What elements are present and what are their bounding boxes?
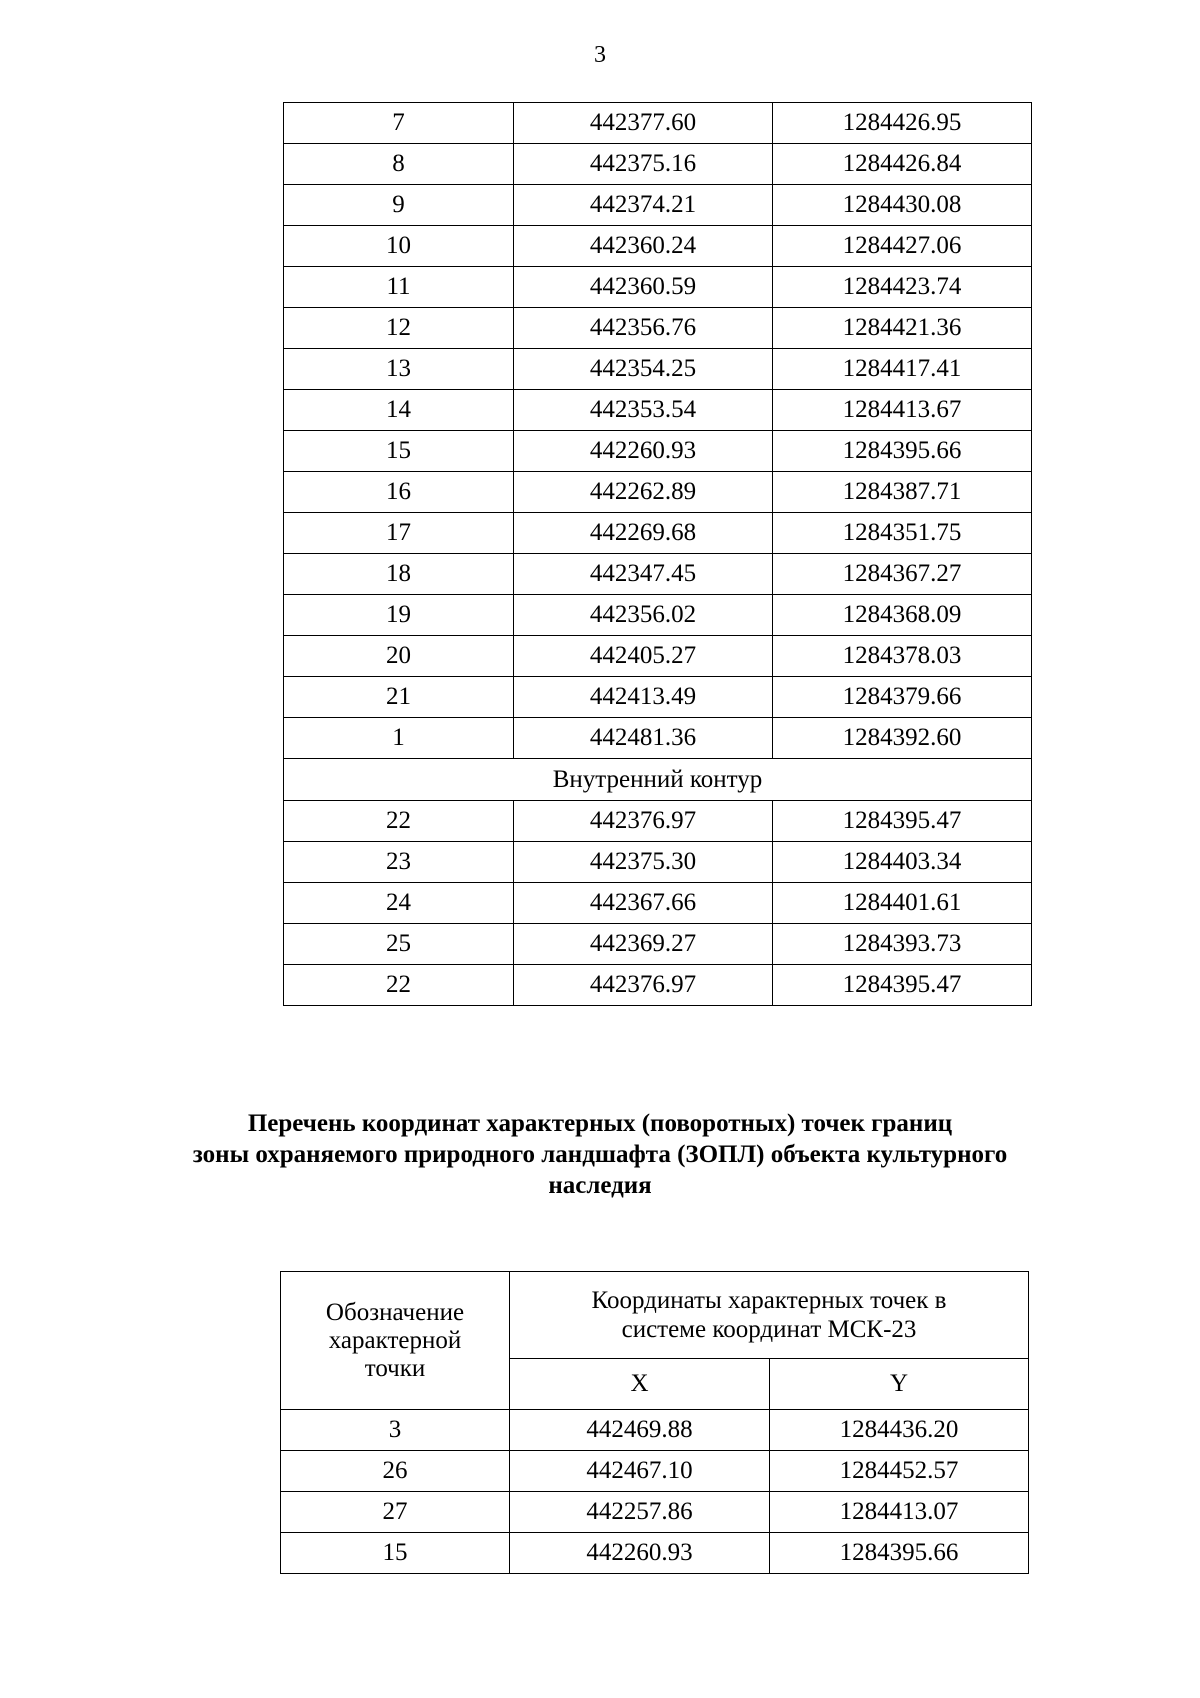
coordinates-table-continued (283, 102, 1032, 1006)
point-number-cell: 21 (284, 677, 514, 718)
point-number-cell: 16 (284, 472, 514, 513)
x-coordinate-cell: 442347.45 (514, 554, 773, 595)
x-coordinate-cell: 442360.59 (514, 267, 773, 308)
table-row (284, 472, 1032, 513)
table-row (281, 1533, 1029, 1574)
x-coordinate-cell: 442375.30 (514, 842, 773, 883)
y-coordinate-cell: 1284423.74 (773, 267, 1032, 308)
y-coordinate-cell: 1284378.03 (773, 636, 1032, 677)
point-number-cell: 22 (284, 801, 514, 842)
point-number-cell: 15 (281, 1533, 510, 1574)
x-coordinate-cell: 442376.97 (514, 801, 773, 842)
table-row (281, 1492, 1029, 1533)
x-coordinate-cell: 442377.60 (514, 103, 773, 144)
y-coordinate-cell: 1284421.36 (773, 308, 1032, 349)
point-number-cell: 1 (284, 718, 514, 759)
y-coordinate-cell: 1284427.06 (773, 226, 1032, 267)
point-number-cell: 24 (284, 883, 514, 924)
x-coordinate-cell: 442356.02 (514, 595, 773, 636)
point-number-cell: 7 (284, 103, 514, 144)
table-row (281, 1451, 1029, 1492)
table-row (284, 267, 1032, 308)
point-number-cell: 23 (284, 842, 514, 883)
y-coordinate-cell: 1284351.75 (773, 513, 1032, 554)
x-coordinate-cell: 442405.27 (514, 636, 773, 677)
y-coordinate-cell: 1284430.08 (773, 185, 1032, 226)
inner-contour-rows (284, 801, 1032, 1006)
y-coordinate-cell: 1284387.71 (773, 472, 1032, 513)
x-coordinate-cell: 442375.16 (514, 144, 773, 185)
header-point-line: точки (364, 1354, 426, 1382)
inner-contour-section (284, 759, 1032, 801)
table-row (284, 924, 1032, 965)
x-coordinate-cell: 442257.86 (510, 1492, 770, 1533)
point-number-cell: 13 (284, 349, 514, 390)
zopl-coordinates-table (280, 1271, 1029, 1574)
y-coordinate-cell: 1284393.73 (773, 924, 1032, 965)
x-coordinate-cell: 442413.49 (514, 677, 773, 718)
point-number-cell: 12 (284, 308, 514, 349)
header-point-designation (281, 1272, 510, 1410)
y-coordinate-cell: 1284368.09 (773, 595, 1032, 636)
table-row (284, 431, 1032, 472)
point-number-cell: 9 (284, 185, 514, 226)
y-coordinate-cell: 1284417.41 (773, 349, 1032, 390)
table-row (284, 965, 1032, 1006)
point-number-cell: 18 (284, 554, 514, 595)
header-coordinates (510, 1272, 1029, 1359)
y-coordinate-cell: 1284395.47 (773, 965, 1032, 1006)
x-coordinate-cell: 442469.88 (510, 1410, 770, 1451)
x-coordinate-cell: 442269.68 (514, 513, 773, 554)
y-coordinate-cell: 1284395.47 (773, 801, 1032, 842)
y-coordinate-cell: 1284452.57 (770, 1451, 1029, 1492)
y-coordinate-cell: 1284426.84 (773, 144, 1032, 185)
x-coordinate-cell: 442367.66 (514, 883, 773, 924)
header-point-line: Обозначение (325, 1298, 465, 1326)
point-number-cell: 17 (284, 513, 514, 554)
point-number-cell: 26 (281, 1451, 510, 1492)
header-coordinates-line: Координаты характерных точек в (591, 1287, 947, 1314)
point-number-cell: 3 (281, 1410, 510, 1451)
table-row (284, 677, 1032, 718)
x-coordinate-cell: 442374.21 (514, 185, 773, 226)
table-row (284, 636, 1032, 677)
page-number: 3 (594, 42, 606, 68)
y-coordinate-cell: 1284436.20 (770, 1410, 1029, 1451)
point-number-cell: 22 (284, 965, 514, 1006)
x-coordinate-cell: 442376.97 (514, 965, 773, 1006)
point-number-cell: 10 (284, 226, 514, 267)
point-number-cell: 19 (284, 595, 514, 636)
inner-contour-label: Внутренний контур (284, 759, 1032, 801)
y-coordinate-cell: 1284413.07 (770, 1492, 1029, 1533)
header-coordinates-line: системе координат МСК-23 (621, 1316, 917, 1343)
y-coordinate-cell: 1284403.34 (773, 842, 1032, 883)
table-row (284, 513, 1032, 554)
point-number-cell: 14 (284, 390, 514, 431)
point-number-cell: 11 (284, 267, 514, 308)
x-coordinate-cell: 442369.27 (514, 924, 773, 965)
table-row (284, 308, 1032, 349)
table-row (284, 349, 1032, 390)
y-coordinate-cell: 1284413.67 (773, 390, 1032, 431)
x-coordinate-cell: 442353.54 (514, 390, 773, 431)
point-number-cell: 15 (284, 431, 514, 472)
table-row (284, 144, 1032, 185)
table-row (284, 801, 1032, 842)
x-coordinate-cell: 442260.93 (510, 1533, 770, 1574)
x-coordinate-cell: 442354.25 (514, 349, 773, 390)
point-number-cell: 25 (284, 924, 514, 965)
x-coordinate-cell: 442467.10 (510, 1451, 770, 1492)
table-row (284, 554, 1032, 595)
point-number-cell: 20 (284, 636, 514, 677)
table-row (284, 103, 1032, 144)
zopl-rows (281, 1410, 1029, 1574)
x-coordinate-cell: 442481.36 (514, 718, 773, 759)
table-row (281, 1410, 1029, 1451)
table-row (284, 226, 1032, 267)
table-row (284, 390, 1032, 431)
header-point-line: характерной (328, 1326, 462, 1354)
outer-contour-rows (284, 103, 1032, 759)
section-title (0, 1108, 1200, 1201)
table-row (284, 883, 1032, 924)
section-title-line: наследия (548, 1172, 652, 1199)
table-row (284, 718, 1032, 759)
table-row (284, 842, 1032, 883)
y-coordinate-cell: 1284392.60 (773, 718, 1032, 759)
y-coordinate-cell: 1284367.27 (773, 554, 1032, 595)
y-coordinate-cell: 1284395.66 (773, 431, 1032, 472)
y-coordinate-cell: 1284401.61 (773, 883, 1032, 924)
table-row (284, 185, 1032, 226)
x-coordinate-cell: 442356.76 (514, 308, 773, 349)
y-coordinate-cell: 1284379.66 (773, 677, 1032, 718)
section-title-line: зоны охраняемого природного ландшафта (ЗОПЛ) объекта культурного (192, 1141, 1008, 1168)
y-coordinate-cell: 1284395.66 (770, 1533, 1029, 1574)
point-number-cell: 27 (281, 1492, 510, 1533)
header-x: X (510, 1359, 770, 1410)
y-coordinate-cell: 1284426.95 (773, 103, 1032, 144)
section-title-line: Перечень координат характерных (поворотных) точек границ (247, 1110, 953, 1137)
x-coordinate-cell: 442262.89 (514, 472, 773, 513)
table-row (284, 595, 1032, 636)
x-coordinate-cell: 442260.93 (514, 431, 773, 472)
point-number-cell: 8 (284, 144, 514, 185)
x-coordinate-cell: 442360.24 (514, 226, 773, 267)
header-y: Y (770, 1359, 1029, 1410)
